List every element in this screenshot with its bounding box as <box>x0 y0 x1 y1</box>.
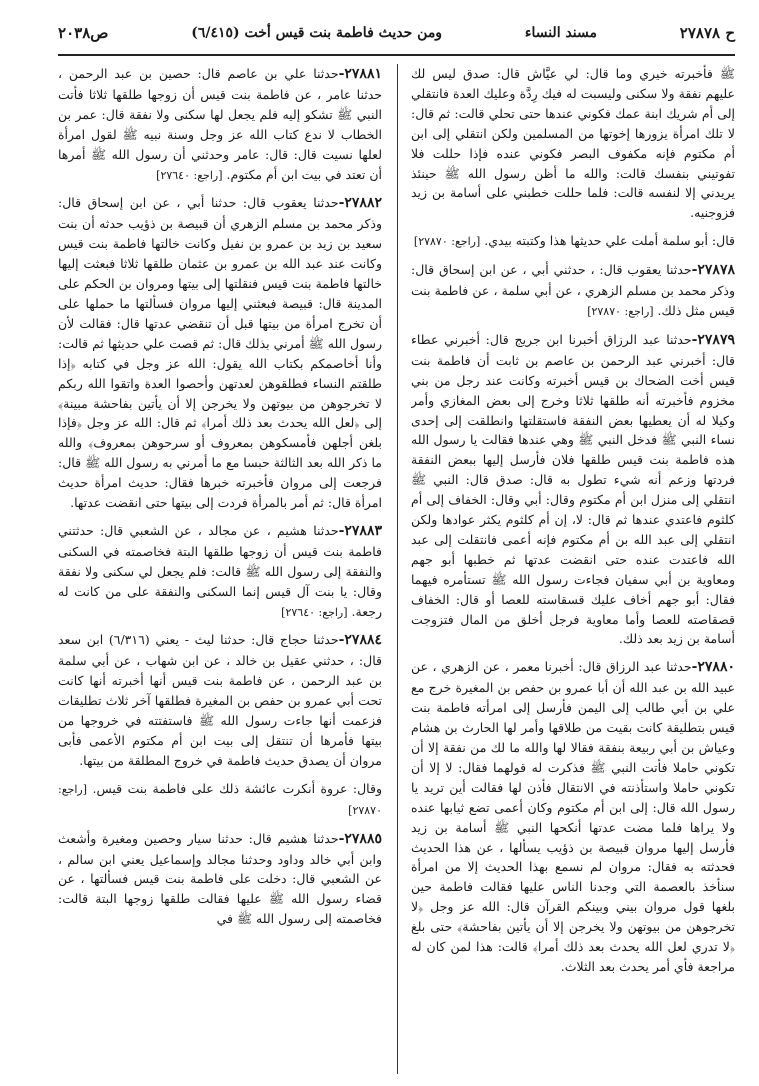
cross-reference: [راجع: ٢٧٦٤٠] <box>156 168 223 182</box>
hadith-number: ٢٧٨٨٣- <box>338 522 382 539</box>
book-section-title: مسند النساء <box>524 25 598 41</box>
hadith-paragraph <box>58 779 382 821</box>
hadith-text: قال: أبو سلمة أملت علي حديثها هذا وكتبته بيدي. <box>484 233 735 249</box>
hadith-paragraph <box>411 64 735 223</box>
hadith-paragraph <box>58 829 382 930</box>
hadith-text: حدثنا علي بن عاصم قال: حصين بن عبد الرحمن ، حدثنا عامر ، عن فاطمة بنت قيس أن زوجها طلقها ثلاثا فأتت النبي ﷺ تشكو إليه فلم يجعل لها سكنى ولا نفقة قال: عمر بن الخطاب لا ندع كتاب الله عز وجل وسنة نبيه ﷺ لقول امرأة لعلها نسيت قال: قال: عامر وحدثني أن رسول الله ﷺ أمرها أن تعتد في بيت ابن أم مكتوم. <box>58 66 382 182</box>
hadith-paragraph <box>58 521 382 623</box>
hadith-number: ٢٧٨٨٤- <box>338 632 382 649</box>
chapter-title: ومن حديث فاطمة بنت قيس أخت (٦/٤١٥) <box>191 25 443 41</box>
hadith-text: حدثنا يعقوب قال: حدثنا أبي ، عن ابن إسحاق قال: وذكر محمد بن مسلم الزهري أن قبيصة بن ذؤيب حدثه أن بنت سعيد بن زيد بن عمرو بن نفيل وكانت خالتها فاطمة بنت قيس وكانت عند عبد الله بن عمرو بن عثمان طلقها ثلاثا فبعثت إليها خالتها فاطمة بنت قيس فنقلتها إلى بيتها ومروان بن الحكم على المدينة قال: قبيصة فبعثني إليها مروان فسألتها ما حملها على أن تخرج امرأة من بيتها قبل أن تنقضي عدتها قال: فقالت لأن رسول الله ﷺ أمرني بذلك قال: ثم قصت علي حديثها ثم قالت: وأنا أخاصمكم بكتاب الله يقول: الله عز وجل في كتابه ﴿إذا طلقتم النساء فطلقوهن لعدتهن وأحصوا العدة واتقوا الله ربكم لا تخرجوهن من بيوتهن ولا يخرجن إلا أن يأتين بفاحشة مبينة﴾ إلى ﴿لعل الله يحدث بعد ذلك أمرا﴾ ثم قال: الله عز وجل ﴿فإذا بلغن أجلهن فأمسكوهن بمعروف أو سرحوهن بمعروف﴾ والله ما ذكر الله بعد الثالثة حبسا مع ما أمرني به رسول الله ﷺ قال: فرجعت إلى مروان فأخبرته خبرها فقال: حديث امرأة حديث امرأة قال: ثم أمر بالمرأة فردت إلى بيتها حتى انقضت عدتها. <box>58 195 382 511</box>
hadith-paragraph <box>411 330 735 650</box>
cross-reference: [راجع: ٢٧٦٤٠] <box>281 605 348 619</box>
hadith-number: ٢٧٨٧٨- <box>691 262 735 279</box>
page-header <box>58 16 735 56</box>
hadith-number: ٢٧٨٨١- <box>338 66 382 82</box>
hadith-text: حدثنا حجاج قال: حدثنا ليث - يعني (٦/٣١٦) ابن سعد قال: ، حدثني عقيل بن خالد ، عن ابن شهاب ، عن أبي سلمة بن عبد الرحمن ، عن فاطمة بنت قيس أنها أخبرته أنها كانت تحت أبي عمرو بن حفص بن المغيرة فطلقها آخر ثلاث تطليقات فزعمت أنها جاءت رسول الله ﷺ فاستفتته في خروجها من بيتها فأمرها أن تنتقل إلى بيت ابن أم مكتوم الأعمى فأبى مروان أن يصدق حديث فاطمة في خروج المطلقة من بيتها. <box>58 632 382 768</box>
hadith-number: ٢٧٨٧٩- <box>691 331 735 348</box>
column-divider <box>397 64 398 1074</box>
left-text-column <box>58 64 382 1076</box>
hadith-number: ٢٧٨٨٥- <box>338 830 382 847</box>
hadith-text: ﷺ فأخبرته خيري وما قال: لي عيَّاش قال: صدق ليس لك عليهم نفقة ولا سكنى وليسبت له فيك رِدَّة وعليك العدة فانتقلي إلى أم شريك ابنة عمك فكوني عندها حتى تحلي قالت: ثم قال: لا تلك امرأة يزورها إخوتها من المسلمين ولكن انتقلي إلى ابن أم مكتوم فإنه مكفوف البصر فكوني عنده فإذا حللت فلا تفوتيني بنفسك قالت: والله ما أظن رسول الله ﷺ حينئذ يريدني إلا لنفسه قالت: فلما حللت خطبني على أسامة بن زيد فزوجنيه. <box>411 66 735 221</box>
hadith-text: حدثنا هشيم ، عن مجالد ، عن الشعبي قال: حدثتني فاطمة بنت قيس أن زوجها طلقها البتة فخاصمته في السكنى والنفقة إلى رسول الله ﷺ قالت: فلم يجعل لي سكنى ولا نفقة وقال: يا بنت آل قيس إنما السكنى والنفقة على من كانت له رجعة. <box>58 522 382 619</box>
hadith-text: حدثنا يعقوب قال: ، حدثني أبي ، عن ابن إسحاق قال: وذكر محمد بن مسلم الزهري ، عن أبي سلمة ، عن فاطمة بنت قيس مثل ذلك. <box>411 262 735 318</box>
hadith-paragraph <box>58 64 382 185</box>
hadith-text: وقال: عروة أنكرت عائشة ذلك على فاطمة بنت قيس. <box>92 780 382 796</box>
hadith-number: ٢٧٨٨٢- <box>338 195 382 212</box>
right-text-column <box>411 64 735 1076</box>
hadith-paragraph <box>411 260 735 322</box>
hadith-paragraph <box>58 193 382 513</box>
hadith-paragraph <box>58 630 382 770</box>
hadith-paragraph <box>411 231 735 252</box>
hadith-paragraph <box>411 657 735 977</box>
hadith-number: ٢٧٨٨٠- <box>691 659 735 676</box>
hadith-text: حدثنا عبد الرزاق أخبرنا ابن جريج قال: أخبرني عطاء قال: أخبرني عبد الرحمن بن عاصم بن ثابت أن فاطمة بنت قيس أخت الضحاك بن قيس أخبرته وكانت عند رجل من بني مخزوم فأخبرته أنه طلقها ثلاثا وخرج إلى بعض المغازي وأمر وكيلا له أن يعطيها بعض النفقة فاستقلتها وانطلقت إلى إحدى نساء النبي ﷺ فدخل النبي ﷺ وهي عندها فقالت يا رسول الله هذه فاطمة بنت قيس طلقها فلان فأرسل إليها ببعض النفقة فردتها وزعم أنه شيء تطول به قال: صدق قال: النبي ﷺ انتقلي إلى منزل ابن أم مكتوم وقال: أبي وقال: الخفاف إلى أم كلثوم فاعتدي عندها ثم قال: لا، إن أم كلثوم يكثر عوادها ولكن انتقلي إلى عبد الله بن أم مكتوم فإنه أعمى فانتقلت إلى عبد الله فاعتدت عنده حتى انقضت عدتها ثم خطبها أبو جهم ومعاوية بن أبي سفيان فجاءت رسول الله ﷺ تستأمره فيهما فقال: أبو جهم أخاف عليك قسقاسته للعصا أو قال: الخفاف قصقاصته للعصا وأما معاوية فرجل أخلق من المال فتزوجت أسامة بن زيد بعد ذلك. <box>411 331 735 647</box>
hadith-text: حدثنا هشيم قال: حدثنا سيار وحصين ومغيرة وأشعث وابن أبي خالد وداود وحدثنا مجالد وإسماعيل يعني ابن سالم ، عن الشعبي قال: دخلت على فاطمة بنت قيس فسألتها ، عن قضاء رسول الله ﷺ عليها فقالت طلقها زوجها البتة قالت: فخاصمته إلى رسول الله ﷺ في <box>58 830 382 927</box>
cross-reference: [راجع: ٢٧٨٧٠] <box>58 782 382 817</box>
hadith-range-number: ح ٢٧٨٧٨ <box>679 24 735 42</box>
cross-reference: [راجع: ٢٧٨٧٠] <box>587 304 654 318</box>
page-number: ص٢٠٣٨ <box>58 24 109 42</box>
cross-reference: [راجع: ٢٧٨٧٠] <box>413 235 481 249</box>
hadith-text: حدثنا عبد الرزاق قال: أخبرنا معمر ، عن الزهري ، عن عبيد الله بن عبد الله أن أبا عمرو بن حفص بن المغيرة خرج مع علي بن أبي طالب إلى اليمن فأرسل إلى امرأته فاطمة بنت قيس بتطليقة كانت بقيت من طلاقها وأمر لها الحارث بن هشام وعياش بن أبي ربيعة بنفقة فقالا لها والله ما لك من نفقة إلا أن تكوني حاملا فأتت النبي ﷺ فذكرت له قولهما فقال: لا إلا أن تكوني حاملا واستأذنته في الانتقال فأذن لها فقالت أين تريد يا رسول الله قال: إلى ابن أم مكتوم وكان أعمى تضع ثيابها عنده ولا يراها فلما مضت عدتها أنكحها النبي ﷺ أسامة بن زيد فأرسل إليها مروان قبيصة بن ذؤيب يسألها ، عن هذا الحديث فحدثته به فقال: مروان لم نسمع بهذا الحديث إلا من امرأة سنأخذ بالعصمة التي وجدنا الناس عليها فقالت فاطمة حين بلغها قول مروان بيني وبينكم القرآن قال: الله عز وجل ﴿لا تخرجوهن من بيوتهن ولا يخرجن إلا أن يأتين بفاحشة﴾ حتى بلغ ﴿لا تدري لعل الله يحدث بعد ذلك أمرا﴾ قالت: هذا لمن كان له مراجعة فأي أمر يحدث بعد الثلاث. <box>411 659 735 974</box>
